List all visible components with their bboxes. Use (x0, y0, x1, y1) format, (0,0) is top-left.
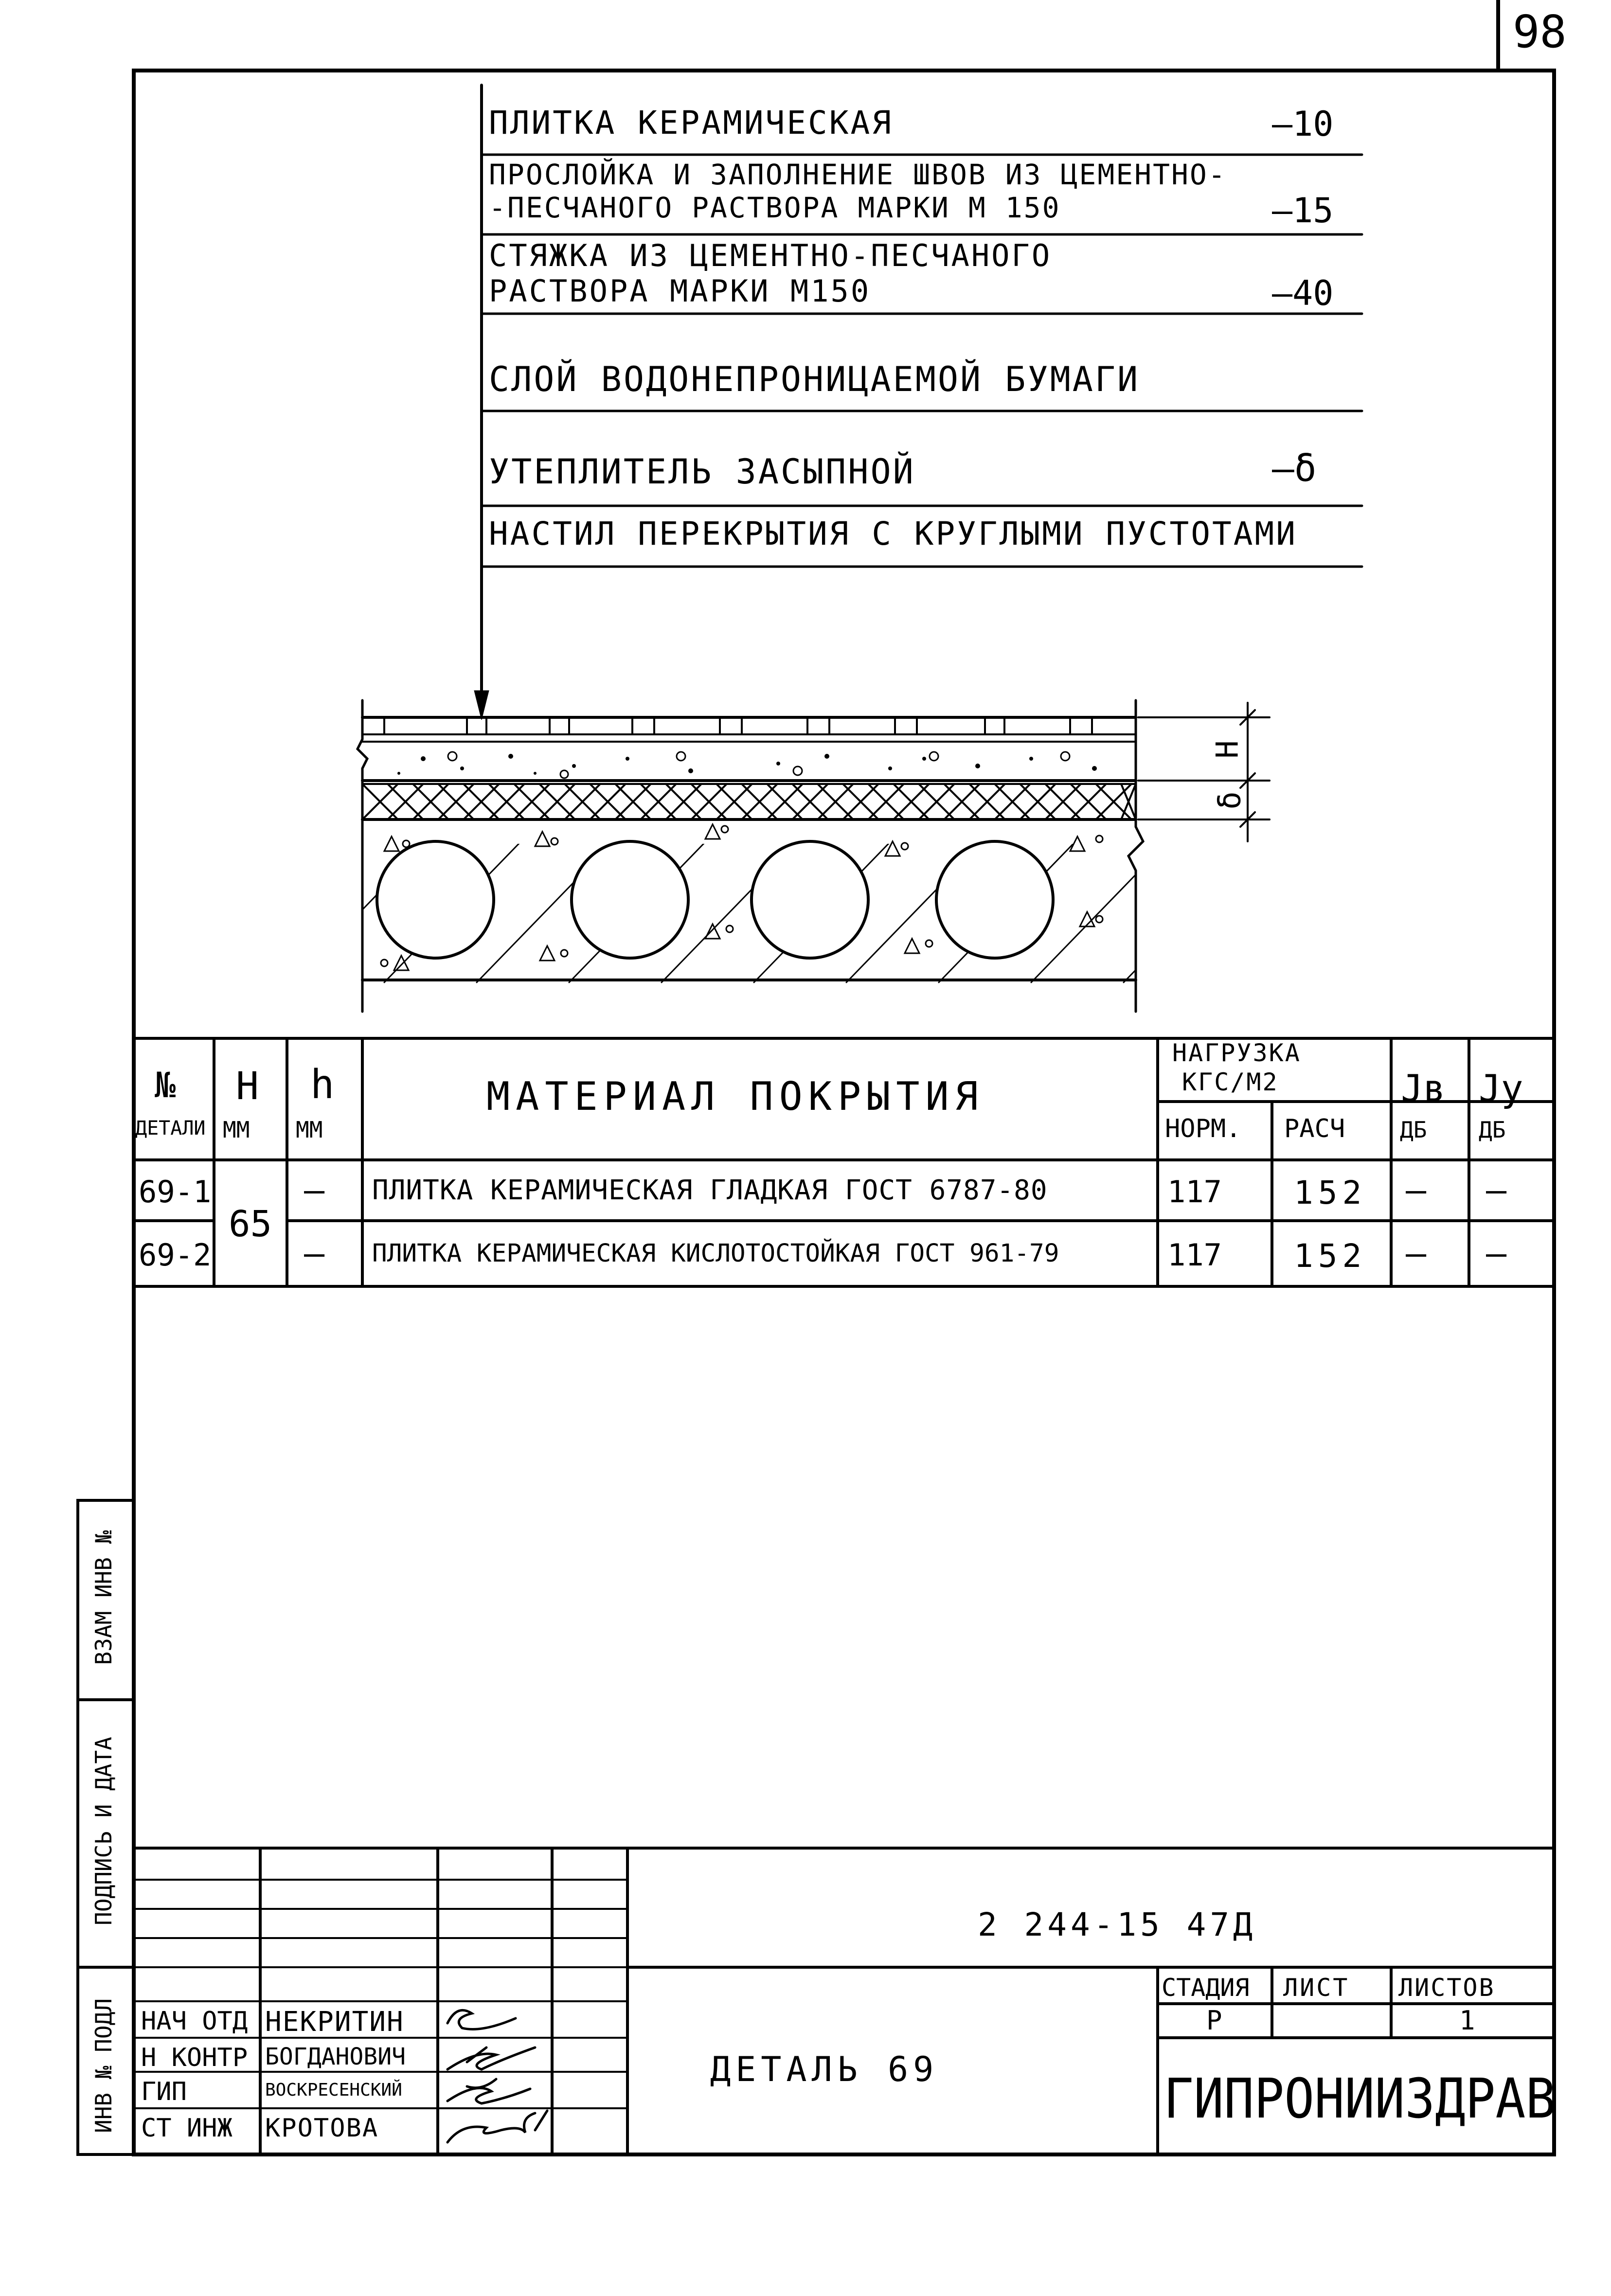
layer-1-name: ПЛИТКА КЕРАМИЧЕСКАЯ (489, 104, 893, 142)
layer-1-thickness: —10 (1272, 104, 1334, 144)
th-calc: РАСЧ (1284, 1114, 1345, 1143)
dim-label-h: H (1209, 740, 1245, 759)
row-2-jv: — (1406, 1233, 1427, 1273)
sig-2-name: БОГДАНОВИЧ (265, 2043, 406, 2070)
th-detail-no: № (155, 1065, 176, 1105)
layer-2-name: ПРОСЛОЙКА И ЗАПОЛНЕНИЕ ШВОВ ИЗ ЦЕМЕНТНО- (489, 158, 1227, 191)
sheets-label: ЛИСТОВ (1398, 1974, 1495, 2002)
page-number: 98 (1513, 6, 1567, 58)
sig-3-name: ВОСКРЕСЕНСКИЙ (265, 2080, 402, 2100)
layer-3-name-cont: РАСТВОРА МАРКИ М150 (489, 273, 871, 309)
layer-2-name-cont: -ПЕСЧАНОГО РАСТВОРА МАРКИ М 150 (489, 191, 1061, 224)
row-2-id: 69-2 (139, 1237, 212, 1273)
th-detail-sub: ДЕТАЛИ (135, 1117, 206, 1139)
row-2-h: — (304, 1233, 325, 1273)
layer-4-name: СЛОЙ ВОДОНЕПРОНИЦАЕМОЙ БУМАГИ (489, 359, 1140, 399)
document-code: 2 244-15 47Д (978, 1906, 1256, 1943)
row-1-norm: 117 (1167, 1174, 1222, 1210)
row-2-jy: — (1486, 1233, 1507, 1273)
layer-5-thickness: —δ (1272, 446, 1317, 490)
sheet-title: ДЕТАЛЬ 69 (710, 2049, 939, 2089)
th-load: НАГРУЗКА (1172, 1039, 1301, 1067)
th-jv-unit: ДБ (1400, 1117, 1427, 1143)
layer-5-name: УТЕПЛИТЕЛЬ ЗАСЫПНОЙ (489, 452, 915, 492)
sig-1-name: НЕКРИТИН (265, 2006, 404, 2038)
organization-stamp: ГИПРОНИИЗДРАВ (1164, 2067, 1556, 2131)
layer-6-name: НАСТИЛ ПЕРЕКРЫТИЯ С КРУГЛЫМИ ПУСТОТАМИ (489, 515, 1297, 552)
insulation-hatch (362, 784, 1136, 819)
sheets-value: 1 (1459, 2005, 1475, 2036)
row-2-material: ПЛИТКА КЕРАМИЧЕСКАЯ КИСЛОТОСТОЙКАЯ ГОСТ 961-79 (372, 1239, 1059, 1268)
th-h: h (310, 1062, 335, 1108)
layer-3-name: СТЯЖКА ИЗ ЦЕМЕНТНО-ПЕСЧАНОГО (489, 238, 1052, 273)
th-norm: НОРМ. (1165, 1114, 1241, 1143)
row-1-material: ПЛИТКА КЕРАМИЧЕСКАЯ ГЛАДКАЯ ГОСТ 6787-80 (372, 1175, 1048, 1206)
side-stamp-inv-podl: ИНВ № ПОДЛ (90, 1998, 117, 2133)
stage-label: СТАДИЯ (1162, 1974, 1250, 2002)
layer-2-thickness: —15 (1272, 191, 1334, 231)
th-H: H (236, 1065, 259, 1108)
row-1-id: 69-1 (139, 1174, 212, 1210)
stage-value: Р (1206, 2005, 1222, 2036)
row-2-norm: 117 (1167, 1237, 1222, 1273)
sig-3-role: ГИП (141, 2077, 187, 2106)
leader-arrow (474, 691, 489, 720)
row-2-calc: 152 (1294, 1237, 1367, 1275)
side-stamp-vzam-inv: ВЗАМ ИНВ № (90, 1530, 117, 1665)
row-1-jy: — (1486, 1170, 1507, 1210)
sig-4-role: СТ ИНЖ (141, 2114, 233, 2143)
th-jv: Jв (1401, 1067, 1446, 1110)
row-1-calc: 152 (1294, 1174, 1367, 1211)
th-H-unit: ММ (223, 1117, 250, 1143)
th-jy-unit: ДБ (1479, 1117, 1506, 1143)
th-load-unit: КГС/М2 (1182, 1068, 1279, 1096)
row-1-jv: — (1406, 1170, 1427, 1210)
sig-4-name: КРОТОВА (265, 2114, 379, 2143)
layer-3-thickness: —40 (1272, 273, 1334, 313)
th-h-unit: ММ (296, 1117, 323, 1143)
sig-2-role: Н КОНТР (141, 2043, 248, 2072)
row-1-h: — (304, 1170, 325, 1210)
dim-label-delta: δ (1212, 791, 1248, 810)
th-material: МАТЕРИАЛ ПОКРЫТИЯ (486, 1074, 984, 1119)
side-stamp-signature-date: ПОДПИСЬ И ДАТА (90, 1737, 117, 1925)
signature-scribbles (448, 2010, 547, 2142)
th-jy: Jу (1479, 1067, 1523, 1110)
row-1-H: 65 (229, 1203, 272, 1245)
sig-1-role: НАЧ ОТД (141, 2007, 248, 2036)
sheet-label: ЛИСТ (1283, 1974, 1350, 2002)
